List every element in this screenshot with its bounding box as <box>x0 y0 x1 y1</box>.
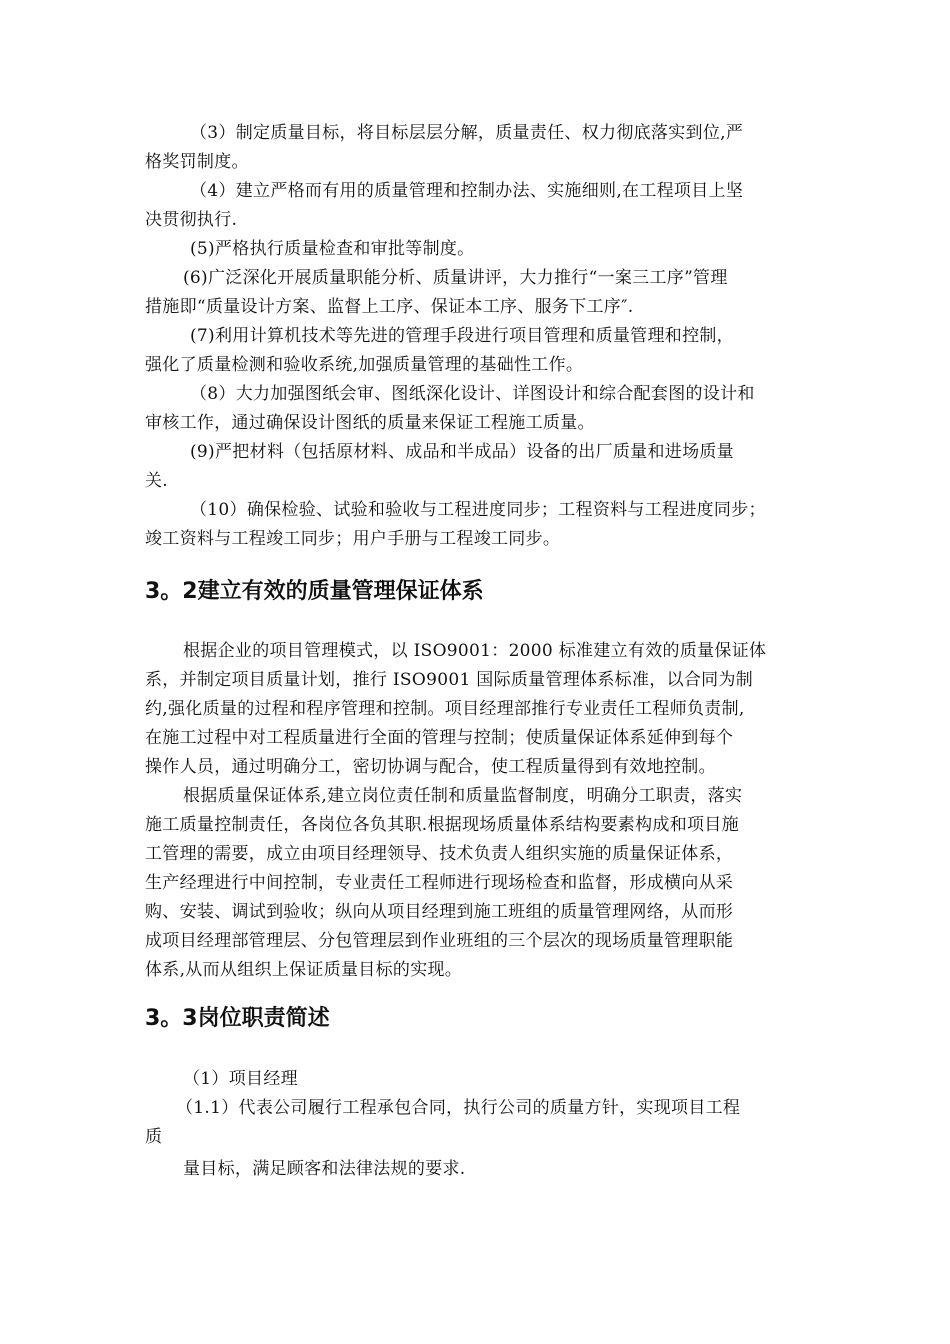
list-item-3-line1: （3）制定质量目标，将目标层层分解，质量责任、权力彻底落实到位,严 <box>190 123 744 143</box>
item-1-1-line2: 质 <box>145 1127 163 1147</box>
list-item-4-line2: 决贯彻执行. <box>145 210 238 230</box>
list-item-7-line2: 强化了质量检测和验收系统,加强质量管理的基础性工作。 <box>145 355 584 375</box>
list-item-3-line2: 格奖罚制度。 <box>145 152 249 172</box>
paragraph-1-line: 系，并制定项目质量计划，推行 ISO9001 国际质量管理体系标准，以合同为制 <box>145 670 754 690</box>
list-item-8-line1: （8）大力加强图纸会审、图纸深化设计、详图设计和综合配套图的设计和 <box>190 384 755 404</box>
list-item-10-line1: （10）确保检验、试验和验收与工程进度同步；工程资料与工程进度同步； <box>190 500 766 520</box>
list-item-6-line2: 措施即“质量设计方案、监督上工序、保证本工序、服务下工序″. <box>145 297 634 317</box>
section-heading-3-3: 3。3岗位职责简述 <box>145 1006 330 1031</box>
paragraph-1-line: 在施工过程中对工程质量进行全面的管理与控制；使质量保证体系延伸到每个 <box>145 728 734 748</box>
list-item-8-line2: 审核工作，通过确保设计图纸的质量来保证工程施工质量。 <box>145 413 595 433</box>
paragraph-2-line: 生产经理进行中间控制，专业责任工程师进行现场检查和监督，形成横向从采 <box>145 873 734 893</box>
list-item-6-line1: (6)广泛深化开展质量职能分析、质量讲评，大力推行“一案三工序”管理 <box>183 268 728 288</box>
list-item-9-line2: 关. <box>145 471 169 491</box>
paragraph-2-line: 工管理的需要，成立由项目经理领导、技术负责人组织实施的质量保证体系， <box>145 844 734 864</box>
paragraph-1-line: 根据企业的项目管理模式，以 ISO9001：2000 标准建立有效的质量保证体 <box>183 641 767 661</box>
paragraph-1-line: 约,强化质量的过程和程序管理和控制。项目经理部推行专业责任工程师负责制, <box>145 699 745 719</box>
list-item-5-line1: (5)严格执行质量检查和审批等制度。 <box>190 239 475 259</box>
paragraph-2-line: 施工质量控制责任，各岗位各负其职.根据现场质量体系结构要素构成和项目施 <box>145 815 739 835</box>
paragraph-2-line: 体系,从而从组织上保证质量目标的实现。 <box>145 960 463 980</box>
item-1-1-line3: 量目标，满足顾客和法律法规的要求. <box>183 1159 466 1179</box>
item-project-manager: （1）项目经理 <box>183 1069 298 1089</box>
item-1-1-line1: （1.1）代表公司履行工程承包合同，执行公司的质量方针，实现项目工程 <box>176 1098 741 1118</box>
paragraph-2-line: 成项目经理部管理层、分包管理层到作业班组的三个层次的现场质量管理职能 <box>145 931 734 951</box>
paragraph-2-line: 购、安装、调试到验收；纵向从项目经理到施工班组的质量管理网络，从而形 <box>145 902 734 922</box>
paragraph-1-line: 操作人员，通过明确分工，密切协调与配合，使工程质量得到有效地控制。 <box>145 757 716 777</box>
section-heading-3-2: 3。2建立有效的质量管理保证体系 <box>145 579 484 604</box>
paragraph-2-line: 根据质量保证体系,建立岗位责任制和质量监督制度，明确分工职责，落实 <box>183 786 743 806</box>
list-item-4-line1: （4）建立严格而有用的质量管理和控制办法、实施细则,在工程项目上坚 <box>190 181 744 201</box>
list-item-7-line1: (7)利用计算机技术等先进的管理手段进行项目管理和质量管理和控制， <box>190 326 734 346</box>
list-item-9-line1: (9)严把材料（包括原材料、成品和半成品）设备的出厂质量和进场质量 <box>190 442 734 462</box>
list-item-10-line2: 竣工资料与工程竣工同步；用户手册与工程竣工同步。 <box>145 529 561 549</box>
